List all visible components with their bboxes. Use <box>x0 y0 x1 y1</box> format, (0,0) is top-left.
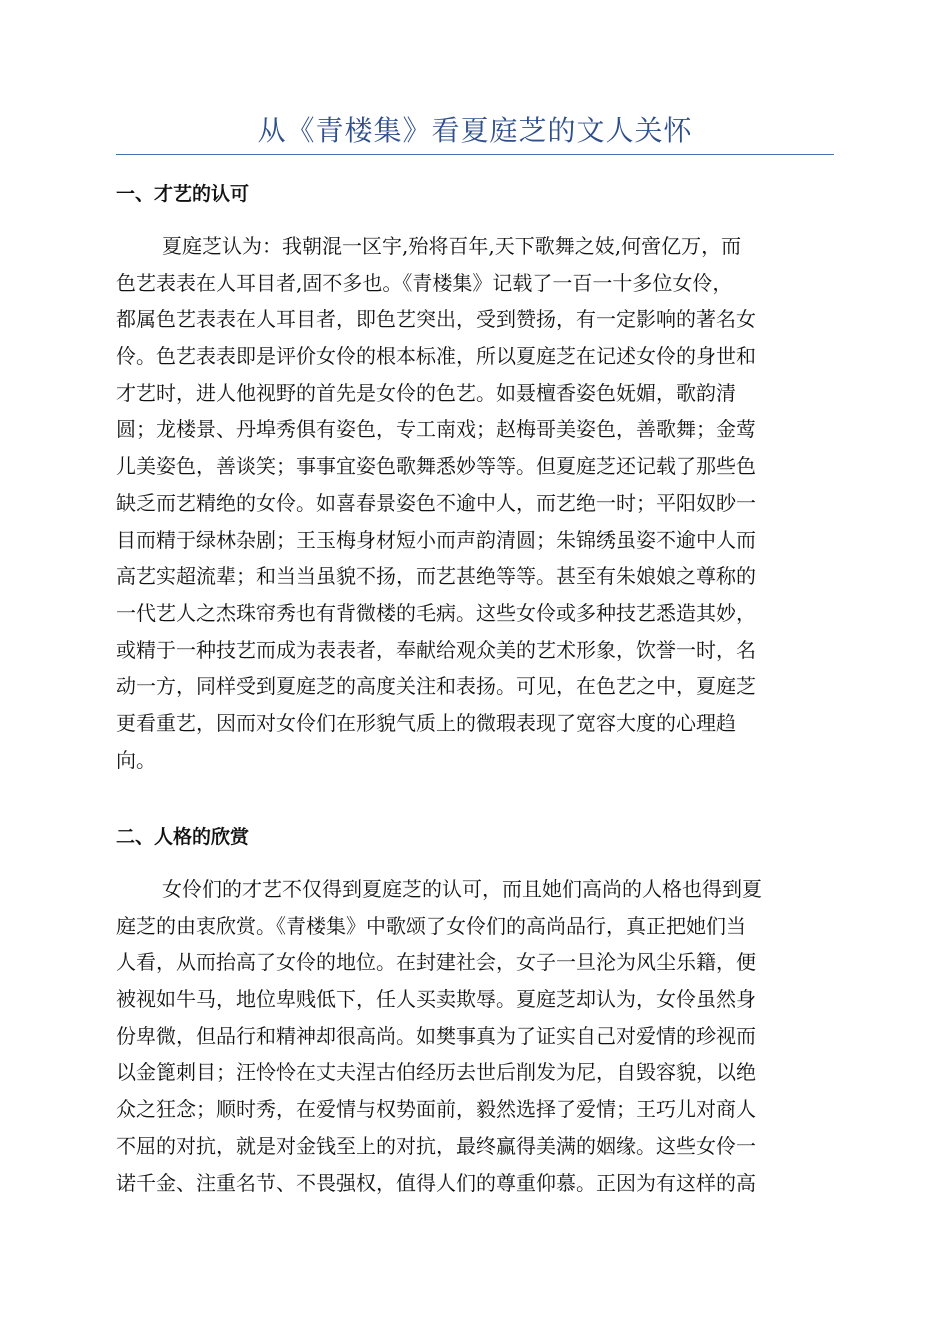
paragraph-line: 诺千金、注重名节、不畏强权，值得人们的尊重仰慕。正因为有这样的高 <box>116 1170 756 1195</box>
paragraph-line: 庭芝的由衷欣赏。《青楼集》中歌颂了女伶们的高尚品行，真正把她们当 <box>116 913 746 938</box>
paragraph-line: 夏庭芝认为：我朝混一区宇,殆将百年,天下歌舞之妓,何啻亿万，而 <box>162 234 742 258</box>
paragraph-line: 不屈的对抗，就是对金钱至上的对抗，最终赢得美满的姻缘。这些女伶一 <box>116 1133 756 1158</box>
paragraph-line: 目而精于绿林杂剧；王玉梅身材短小而声韵清圆；朱锦绣虽姿不逾中人而 <box>116 527 756 552</box>
paragraph-line: 向。 <box>116 747 156 772</box>
paragraph-line: 更看重艺，因而对女伶们在形貌气质上的微瑕表现了宽容大度的心理趋 <box>116 710 736 735</box>
paragraph-line: 色艺表表在人耳目者,固不多也。《青楼集》记载了一百一十多位女伶， <box>116 270 733 295</box>
paragraph-line: 圆；龙楼景、丹埠秀俱有姿色，专工南戏；赵梅哥美姿色，善歌舞；金莺 <box>116 417 756 442</box>
title-underline <box>116 154 834 155</box>
section-heading-talent: 一、才艺的认可 <box>116 183 250 205</box>
paragraph-line: 缺乏而艺精绝的女伶。如喜春景姿色不逾中人，而艺绝一时；平阳奴眇一 <box>116 490 756 515</box>
section-heading-character: 二、人格的欣赏 <box>116 826 250 848</box>
document-title: 从《青楼集》看夏庭芝的文人关怀 <box>257 114 693 147</box>
paragraph-line: 动一方，同样受到夏庭芝的高度关注和表扬。可见，在色艺之中，夏庭芝 <box>116 674 756 699</box>
paragraph-line: 以金篦刺目；汪怜怜在丈夫涅古伯经历去世后削发为尼，自毁容貌，以绝 <box>116 1060 756 1085</box>
paragraph-line: 一代艺人之杰珠帘秀也有背微楼的毛病。这些女伶或多种技艺悉造其妙， <box>116 600 756 625</box>
paragraph-line: 人看，从而抬高了女伶的地位。在封建社会，女子一旦沦为风尘乐籍，便 <box>116 950 756 975</box>
paragraph-line: 伶。色艺表表即是评价女伶的根本标准，所以夏庭芝在记述女伶的身世和 <box>116 344 756 369</box>
paragraph-line: 被视如牛马，地位卑贱低下，任人买卖欺辱。夏庭芝却认为，女伶虽然身 <box>116 987 756 1012</box>
section-paragraph-character <box>116 871 834 1201</box>
paragraph-line: 众之狂念；顺时秀，在爱情与权势面前，毅然选择了爱情；王巧儿对商人 <box>116 1097 756 1122</box>
paragraph-line: 或精于一种技艺而成为表表者，奉献给观众美的艺术形象，饮誉一时，名 <box>116 637 756 662</box>
paragraph-line: 都属色艺表表在人耳目者，即色艺突出，受到赞扬，有一定影响的著名女 <box>116 307 756 332</box>
paragraph-line: 高艺实超流辈；和当当虽貌不扬，而艺甚绝等等。甚至有朱娘娘之尊称的 <box>116 564 756 589</box>
paragraph-line: 儿美姿色，善谈笑；事事宜姿色歌舞悉妙等等。但夏庭芝还记载了那些色 <box>116 454 756 479</box>
paragraph-line: 份卑微，但品行和精神却很高尚。如樊事真为了证实自己对爱情的珍视而 <box>116 1023 756 1048</box>
section-paragraph-talent <box>116 228 834 778</box>
paragraph-line: 才艺时，进人他视野的首先是女伶的色艺。如聂檀香姿色妩媚，歌韵清 <box>116 380 736 405</box>
paragraph-line: 女伶们的才艺不仅得到夏庭芝的认可，而且她们高尚的人格也得到夏 <box>162 877 762 901</box>
